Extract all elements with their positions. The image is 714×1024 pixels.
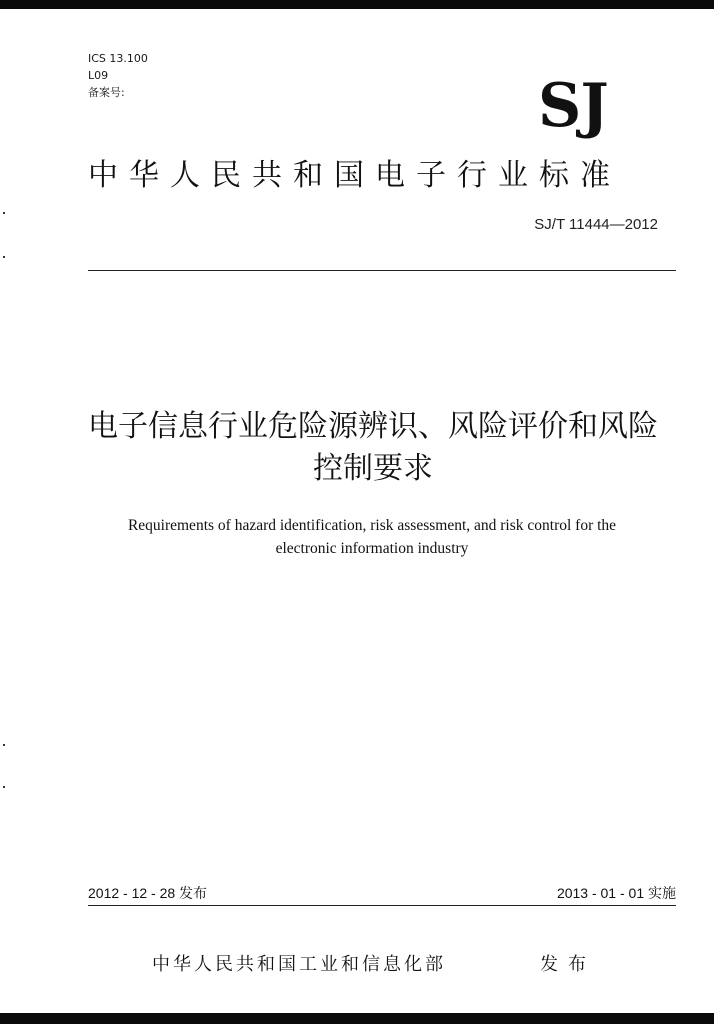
classification-block [88, 50, 148, 101]
scan-speck [3, 744, 5, 746]
date-row [88, 883, 676, 905]
title-en-line-2: electronic information industry [275, 540, 469, 557]
class-code: L09 [88, 69, 109, 82]
scan-border-top [0, 0, 714, 9]
standard-number: SJ/T 11444—2012 [534, 216, 658, 233]
ics-code: ICS 13.100 [88, 52, 148, 65]
header-divider [88, 270, 676, 271]
scan-border-bottom [0, 1013, 714, 1024]
scan-speck [3, 256, 5, 258]
title-cn-line-1: 电子信息行业危险源辨识、风险评价和风险 [88, 409, 658, 444]
sj-logo: SJ [538, 71, 608, 141]
footer-divider [88, 905, 676, 906]
record-number-label: 备案号: [88, 86, 125, 99]
standard-title: 中华人民共和国电子行业标准 [88, 158, 621, 193]
title-en-line-1: Requirements of hazard identification, risk assessment, and risk control for the [127, 517, 617, 534]
document-title-chinese [60, 406, 686, 490]
document-title-english [80, 514, 664, 560]
scan-speck [3, 786, 5, 788]
publish-label: 发布 [540, 954, 596, 975]
publisher-name: 中华人民共和国工业和信息化部 [152, 954, 446, 975]
effective-date: 2013 - 01 - 01 实施 [556, 885, 676, 901]
title-cn-line-2: 控制要求 [313, 451, 433, 486]
scan-speck [3, 212, 5, 214]
issue-date: 2012 - 12 - 28 发布 [88, 885, 208, 901]
